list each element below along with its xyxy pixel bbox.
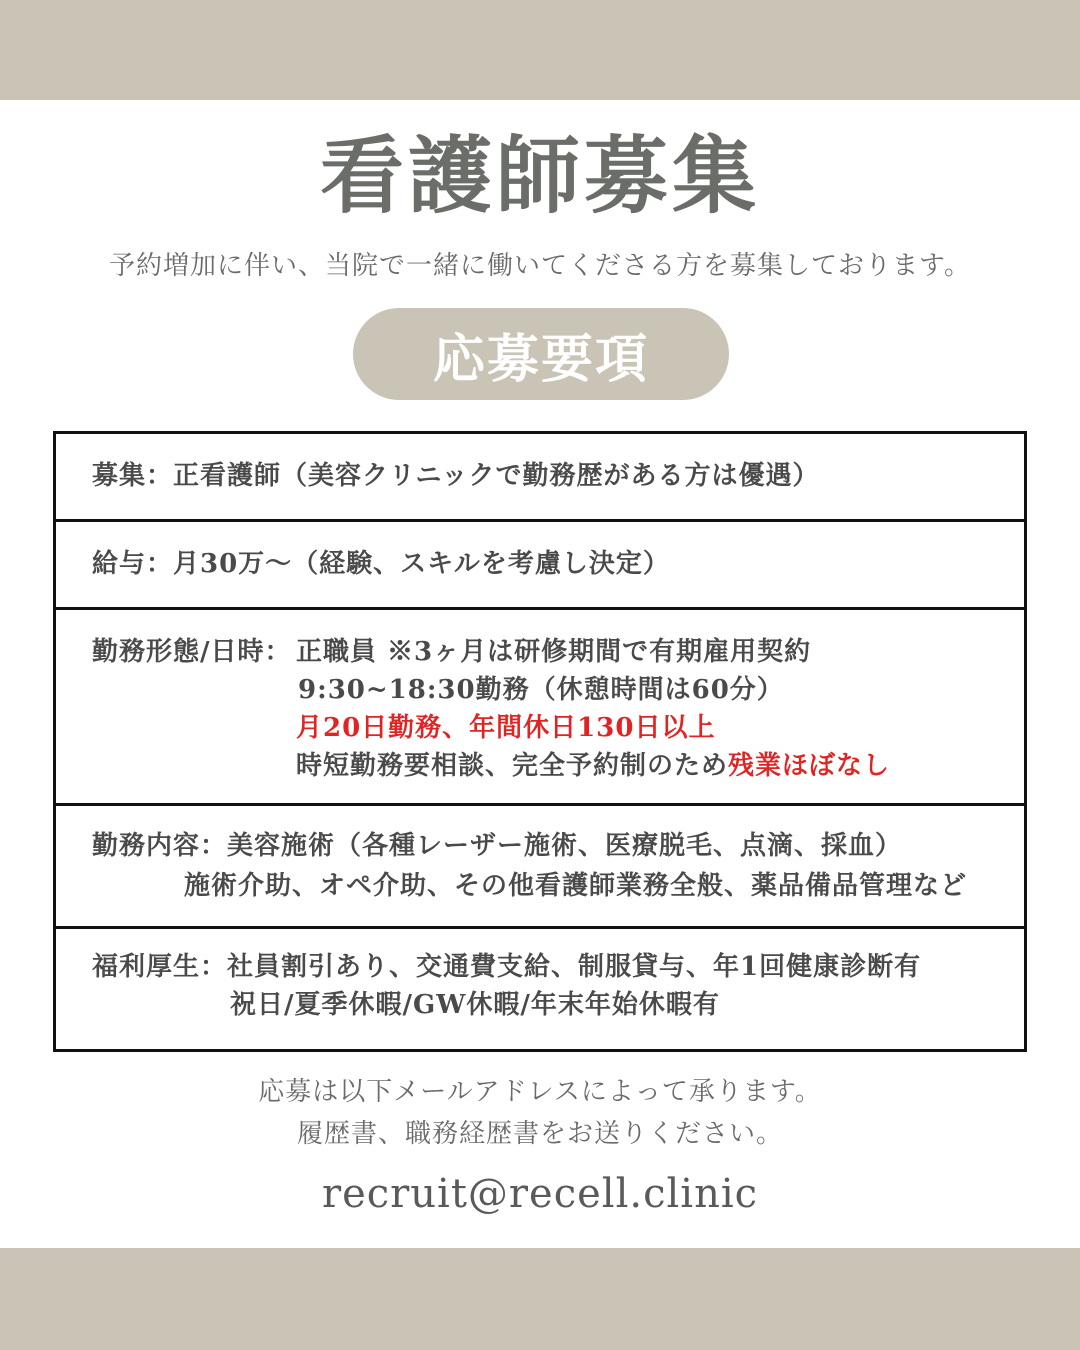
top-band	[0, 0, 1080, 100]
table-row-work-style	[56, 610, 1024, 806]
duties-line2: 施術介助、オペ介助、その他看護師業務全般、薬品備品管理など	[184, 871, 968, 901]
lead-text: 予約増加に伴い、当院で一緒に働いてくださる方を募集しております。	[109, 251, 971, 281]
section-label-pill	[353, 308, 729, 400]
table-row-salary	[56, 522, 1024, 610]
benefits-line1: 福利厚生：社員割引あり、交通費支給、制服貸与、年1回健康診断有	[92, 952, 922, 982]
table-row-benefits	[56, 929, 1024, 1049]
recruit-text: 募集：正看護師（美容クリニックで勤務歴がある方は優遇）	[92, 461, 820, 491]
footer-line1: 応募は以下メールアドレスによって承ります。	[258, 1077, 822, 1107]
duties-line1: 勤務内容：美容施術（各種レーザー施術、医療脱毛、点滴、採血）	[92, 831, 903, 861]
bottom-band	[0, 1248, 1080, 1350]
benefits-line2: 祝日/夏季休暇/GW休暇/年末年始休暇有	[230, 990, 720, 1020]
work-style-label: 勤務形態/日時：	[92, 637, 292, 667]
work-style-line4-normal: 時短勤務要相談、完全予約制のため	[296, 751, 729, 781]
contact-email: recruit@recell.clinic	[321, 1171, 759, 1217]
table-row-recruit	[56, 434, 1024, 522]
work-style-line1: 正職員 ※3ヶ月は研修期間で有期雇用契約	[296, 637, 812, 667]
page-title: 看護師募集	[319, 126, 760, 225]
requirements-table	[53, 431, 1027, 1052]
work-style-line4-highlight: 残業ほぼなし	[728, 751, 891, 781]
salary-text: 給与：月30万〜（経験、スキルを考慮し決定）	[92, 549, 670, 579]
work-style-line3: 月20日勤務、年間休日130日以上	[296, 713, 716, 743]
section-label: 応募要項	[432, 328, 649, 390]
table-row-duties	[56, 806, 1024, 929]
work-style-line2: 9:30~18:30勤務（休憩時間は60分）	[298, 675, 784, 705]
footer-line2: 履歴書、職務経歴書をお送りください。	[296, 1119, 783, 1149]
work-style-line4	[296, 746, 890, 786]
